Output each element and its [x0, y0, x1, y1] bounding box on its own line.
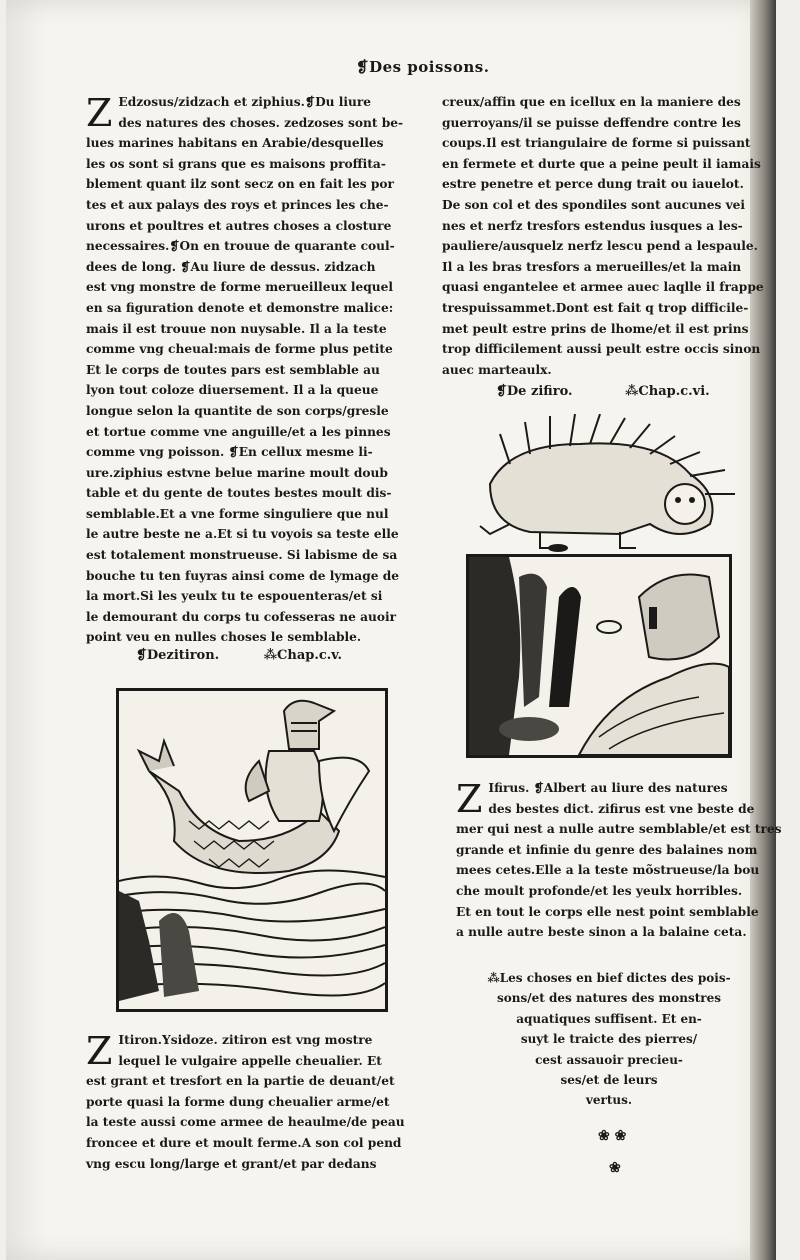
right-column-text	[442, 92, 772, 380]
zifirus-lines	[456, 778, 782, 943]
text-line: en fermete et durte que a peine peult il iamais	[442, 156, 761, 171]
rocks-illustration	[469, 557, 729, 755]
text-line: pauliere/ausquelz nerfz lescu pend a lespaule.	[442, 239, 758, 254]
text-line: table et du gente de toutes bestes moult dis-	[86, 486, 392, 501]
running-title: ❡Des poissons.	[356, 58, 490, 76]
text-line: ure.ziphius estvne belue marine moult doub	[86, 465, 388, 480]
text-line: nes et nerfz tresfors estendus iusques a les-	[442, 218, 743, 233]
text-line: est vng monstre de forme merueilleux lequel	[86, 280, 394, 295]
left-lines	[86, 92, 436, 648]
text-line: bouche tu ten fuyras ainsi come de lymage de	[86, 568, 400, 583]
text-line: est totalement monstrueuse. Si labisme de sa	[86, 548, 398, 563]
text-line: comme vng cheual:mais de forme plus petite	[86, 342, 393, 357]
text-line: De son col et des spondiles sont aucunes vei	[442, 197, 746, 212]
text-line: lyon tout coloze diuersement. Il a la queue	[86, 383, 379, 398]
chapter-title: ❡Dezitiron.	[136, 648, 220, 663]
text-line: et tortue comme vne anguille/et a les pinnes	[86, 424, 391, 439]
text-line: trespuissammet.Dont est fait q trop difficile-	[442, 300, 749, 315]
text-line: vertus.	[585, 1093, 633, 1108]
hedgehog-beast-woodcut	[470, 414, 740, 554]
text-line: comme vng poisson. ❡En cellux mesme li-	[86, 445, 373, 460]
text-line: dees de long. ❡Au liure de dessus. zidzach	[86, 259, 376, 274]
left-dropcap: Z	[86, 91, 113, 135]
text-line: creux/affin que en icellux en la maniere des	[442, 95, 741, 109]
text-line: les os sont si grans que es maisons proffita-	[86, 156, 386, 171]
closing-lines	[474, 968, 744, 1111]
text-line: point veu en nulles choses le semblable.	[86, 630, 362, 645]
text-line: quasi engantelee et armee auec laqlle il frappe	[442, 280, 764, 295]
text-line: le demourant du corps tu cofesseras ne auoir	[86, 609, 397, 624]
text-line: necessaires.❡On en trouue de quarante coul-	[86, 239, 395, 254]
text-line: des bestes dict. zifirus est vne beste de	[488, 801, 755, 816]
zitiron-text	[86, 1030, 405, 1174]
text-line: Il a les bras tresfors a merueilles/et la main	[442, 259, 742, 274]
text-line: Ifirus. ❡Albert au liure des natures	[488, 781, 728, 795]
chapter-number: ⁂Chap.c.vi.	[625, 384, 710, 399]
chapter-number: ⁂Chap.c.v.	[263, 648, 343, 663]
text-line: mais il est trouue non nuysable. Il a la teste	[86, 321, 387, 336]
text-line: blement quant ilz sont secz on en fait les por	[86, 177, 394, 192]
knight-fish-woodcut	[116, 688, 388, 1012]
text-line: urons et poultres et autres choses a closture	[86, 218, 392, 233]
text-line: aquatiques suffisent. Et en-	[516, 1011, 702, 1026]
ornament-top: ❀ ❀	[598, 1128, 627, 1144]
text-line: mer qui nest a nulle autre semblable/et est tres	[456, 822, 782, 837]
text-line: vng escu long/large et grant/et par dedans	[86, 1156, 377, 1171]
text-line: lues marines habitans en Arabie/desquelles	[86, 136, 384, 151]
chapter-heading-zifiro	[496, 384, 710, 399]
text-line: en sa figuration denote et demonstre malice:	[86, 300, 394, 315]
text-line: cest assauoir precieu-	[535, 1052, 683, 1067]
book-page	[6, 0, 782, 1260]
text-line: ⁂Les choses en bief dictes des pois-	[487, 971, 731, 985]
knight-fish-illustration	[119, 691, 385, 1009]
zifirus-text	[456, 778, 782, 943]
text-line: suyt le traicte des pierres/	[520, 1032, 698, 1047]
text-line: la mort.Si les yeulx tu te espouenteras/et si	[86, 589, 383, 604]
text-line: auec marteaulx.	[442, 362, 552, 377]
text-line: met peult estre prins de lhome/et il est prins	[442, 321, 749, 336]
text-line: est grant et tresfort en la partie de deuant/et	[86, 1074, 395, 1089]
left-column-text	[86, 92, 436, 648]
text-line: porte quasi la forme dung cheualier arme/et	[86, 1094, 390, 1109]
text-line: semblable.Et a vne forme singuliere que nul	[86, 506, 389, 521]
text-line: estre penetre et perce dung trait ou iauelot.	[442, 177, 744, 192]
text-line: longue selon la quantite de son corps/gresle	[86, 403, 389, 418]
zitiron-lines	[86, 1030, 405, 1174]
text-line: Et en tout le corps elle nest point semblable	[456, 904, 759, 919]
text-line: che moult profonde/et les yeulx horribles.	[456, 883, 743, 898]
right-lines	[442, 92, 772, 380]
text-line: tes et aux palays des roys et princes les che-	[86, 197, 389, 212]
text-line: grande et infinie du genre des balaines nom	[456, 842, 758, 857]
text-line: Et le corps de toutes pars est semblable au	[86, 362, 380, 377]
chapter-title: ❡De zifiro.	[496, 384, 573, 399]
closing-paragraph	[474, 968, 744, 1111]
text-line: guerroyans/il se puisse deffendre contre les	[442, 115, 741, 130]
chapter-heading-zitiron	[136, 648, 342, 663]
zifirus-dropcap: Z	[456, 777, 483, 821]
text-line: ses/et de leurs	[560, 1073, 658, 1088]
text-line: la teste aussi come armee de heaulme/de peau	[86, 1115, 405, 1130]
text-line: trop difficilement aussi peult estre occis sinon	[442, 342, 761, 357]
text-line: le autre beste ne a.Et si tu voyois sa teste elle	[86, 527, 399, 542]
rocks-woodcut	[466, 554, 732, 758]
text-line: mees cetes.Elle a la teste mõstrueuse/la bou	[456, 863, 760, 878]
hedgehog-beast-illustration	[470, 414, 740, 554]
text-line: des natures des choses. zedzoses sont be-	[118, 115, 404, 130]
text-line: froncee et dure et moult ferme.A son col pend	[86, 1135, 402, 1150]
text-line: sons/et des natures des monstres	[497, 991, 721, 1006]
text-line: coups.Il est triangulaire de forme si puissant	[442, 136, 751, 151]
text-line: Edzosus/zidzach et ziphius.❡Du liure	[118, 95, 372, 109]
ornament-bottom: ❀	[609, 1160, 621, 1176]
text-line: Itiron.Ysidoze. zitiron est vng mostre	[118, 1033, 373, 1047]
zitiron-dropcap: Z	[86, 1029, 113, 1073]
text-line: a nulle autre beste sinon a la balaine ceta.	[456, 925, 747, 940]
text-line: lequel le vulgaire appelle cheualier. Et	[118, 1053, 382, 1068]
